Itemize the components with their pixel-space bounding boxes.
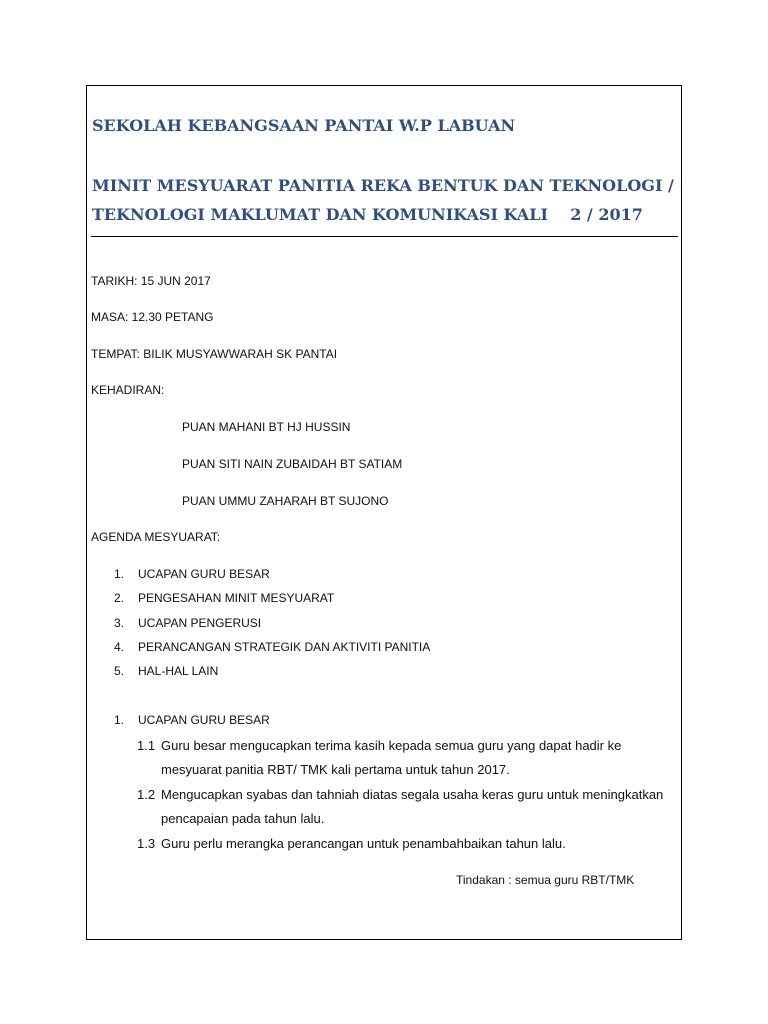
point-text: Guru perlu merangka perancangan untuk penambahbaikan tahun lalu.: [161, 836, 566, 851]
school-name: SEKOLAH KEBANGSAAN PANTAI W.P LABUAN: [92, 116, 516, 135]
minutes-title-line-1: MINIT MESYUARAT PANITIA REKA BENTUK DAN TEKNOLOGI /: [92, 176, 674, 195]
agenda-item-number: 1.: [114, 567, 125, 581]
action-note: Tindakan : semua guru RBT/TMK: [456, 873, 635, 887]
agenda-item: PERANCANGAN STRATEGIK DAN AKTIVITI PANITIA: [138, 640, 431, 654]
agenda-item: UCAPAN PENGERUSI: [138, 616, 262, 630]
agenda-item: PENGESAHAN MINIT MESYUARAT: [138, 591, 335, 605]
agenda-item-number: 3.: [114, 616, 125, 630]
attendance-label: KEHADIRAN:: [91, 383, 165, 397]
meeting-place: TEMPAT: BILIK MUSYAWWARAH SK PANTAI: [91, 347, 338, 361]
meeting-date: TARIKH: 15 JUN 2017: [91, 274, 211, 288]
attendee-name: PUAN SITI NAIN ZUBAIDAH BT SATIAM: [182, 457, 403, 471]
agenda-item: UCAPAN GURU BESAR: [138, 567, 270, 581]
attendee-name: PUAN UMMU ZAHARAH BT SUJONO: [182, 494, 389, 508]
section-number: 1.: [114, 713, 125, 727]
point-text: Guru besar mengucapkan terima kasih kepada semua guru yang dapat hadir ke: [161, 738, 622, 753]
agenda-item-number: 2.: [114, 591, 125, 605]
agenda-item: HAL-HAL LAIN: [138, 664, 219, 678]
agenda-item-number: 5.: [114, 664, 125, 678]
agenda-label: AGENDA MESYUARAT:: [91, 530, 221, 544]
point-number: 1.2: [137, 787, 156, 802]
point-number: 1.3: [137, 836, 156, 851]
point-number: 1.1: [137, 738, 156, 753]
meeting-time: MASA: 12.30 PETANG: [91, 310, 214, 324]
section-heading: UCAPAN GURU BESAR: [138, 713, 270, 727]
header-divider: [91, 236, 678, 237]
point-text: mesyuarat panitia RBT/ TMK kali pertama untuk tahun 2017.: [161, 762, 510, 777]
attendee-name: PUAN MAHANI BT HJ HUSSIN: [182, 420, 351, 434]
point-text: pencapaian pada tahun lalu.: [161, 811, 325, 826]
minutes-title-line-2: TEKNOLOGI MAKLUMAT DAN KOMUNIKASI KALI 2 / 2017: [92, 205, 643, 224]
agenda-item-number: 4.: [114, 640, 125, 654]
point-text: Mengucapkan syabas dan tahniah diatas segala usaha keras guru untuk meningkatkan: [161, 787, 664, 802]
